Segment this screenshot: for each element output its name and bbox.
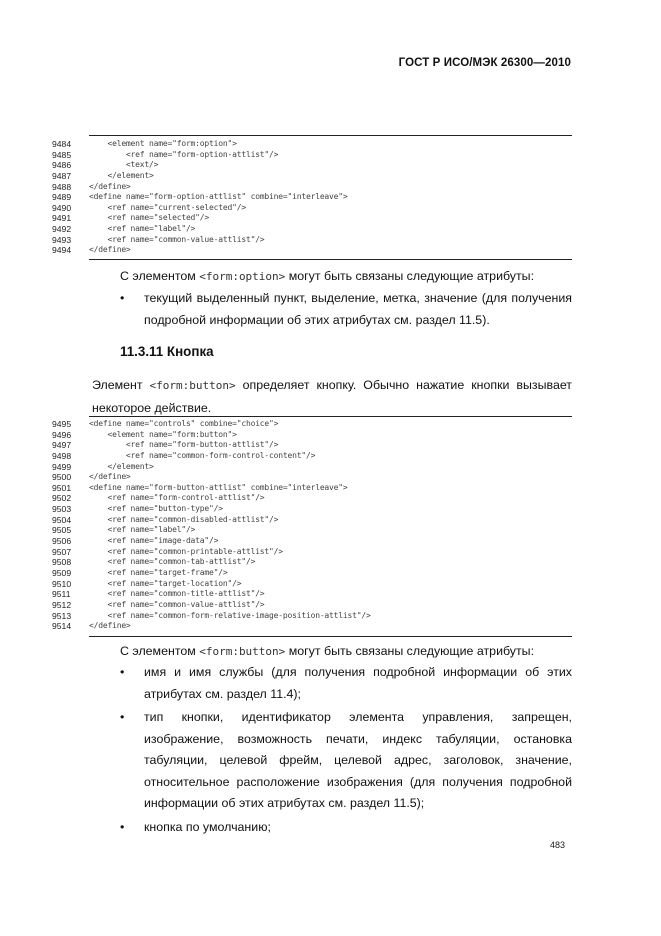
code-line (0, 621, 661, 632)
code-text: <element name="form:option"> (89, 139, 237, 148)
code-line (0, 462, 661, 473)
code-line (0, 504, 661, 515)
line-number: 9499 (52, 461, 72, 472)
code-line (0, 213, 661, 224)
paragraph-button-intro: Элемент <form:button> определяет кнопку. Обычно нажатие кнопки вызывает некоторое действие. (92, 378, 572, 415)
list-item (120, 817, 572, 839)
code-block-2 (0, 419, 661, 632)
code-text: </define> (89, 621, 131, 631)
code-text: </element> (89, 461, 154, 471)
line-number: 9501 (52, 482, 72, 493)
line-number: 9508 (52, 557, 72, 568)
code-text: <define name="controls" combine="choice"> (89, 419, 279, 428)
line-number: 9511 (52, 589, 71, 600)
list-item (120, 662, 572, 705)
line-number: 9504 (52, 514, 72, 525)
line-number: 9514 (52, 621, 72, 632)
list-item (120, 707, 572, 815)
code-block-2-bottom-rule (89, 636, 572, 637)
line-number: 9484 (52, 139, 72, 149)
code-text: <ref name="form-button-attlist"/> (89, 440, 279, 450)
code-text: <ref name="form-option-attlist"/> (89, 149, 279, 159)
code-text: </define> (89, 245, 131, 255)
code-text: </element> (89, 170, 154, 180)
line-number: 9487 (52, 170, 72, 181)
line-number: 9510 (52, 578, 72, 589)
line-number: 9494 (52, 245, 72, 256)
code-text: <ref name="common-value-attlist"/> (89, 599, 265, 609)
code-text: <ref name="selected"/> (89, 213, 210, 223)
list-item-text: кнопка по умолчанию; (144, 819, 271, 834)
list-item-text: имя и имя службы (для получения подробной информации об этих атрибутах см. раздел 11.4); (144, 665, 572, 701)
code-text: <ref name="common-tab-attlist"/> (89, 557, 256, 567)
code-text: <ref name="common-disabled-attlist"/> (89, 514, 279, 524)
code-text: <ref name="button-type"/> (89, 504, 223, 514)
code-line (0, 245, 661, 256)
line-number: 9503 (52, 504, 72, 515)
code-line (0, 440, 661, 451)
code-line (0, 600, 661, 611)
code-text: <define name="form-option-attlist" combine="interleave"> (89, 192, 348, 202)
code-text: </define> (89, 472, 131, 482)
line-number: 9509 (52, 567, 72, 578)
code-text: <ref name="current-selected"/> (89, 202, 246, 212)
code-line (0, 182, 661, 193)
code-line (0, 160, 661, 171)
line-number: 9493 (52, 234, 72, 245)
line-number: 9506 (52, 536, 72, 547)
line-number: 9507 (52, 546, 72, 557)
line-number: 9491 (52, 213, 72, 224)
bullet-icon: • (120, 819, 125, 834)
code-line (0, 525, 661, 536)
line-number: 9512 (52, 599, 72, 610)
code-text: <ref name="label"/> (89, 224, 196, 234)
line-number: 9513 (52, 610, 72, 621)
code-text: <ref name="common-value-attlist"/> (89, 234, 265, 244)
section-heading: 11.3.11 Кнопка (120, 344, 214, 359)
line-number: 9490 (52, 202, 72, 213)
code-line (0, 493, 661, 504)
code-line (0, 224, 661, 235)
bullet-icon: • (120, 710, 125, 724)
code-line (0, 203, 661, 214)
line-number: 9505 (52, 525, 72, 536)
code-line (0, 451, 661, 462)
line-number: 9496 (52, 429, 72, 440)
document-header-title: ГОСТ Р ИСО/МЭК 26300—2010 (398, 57, 571, 69)
code-text: <ref name="target-location"/> (89, 578, 242, 588)
line-number: 9495 (52, 419, 72, 429)
code-line (0, 536, 661, 547)
line-number: 9497 (52, 440, 72, 451)
code-block-1-top-rule (89, 135, 572, 136)
code-line (0, 515, 661, 526)
list-item (120, 288, 572, 331)
line-number: 9486 (52, 160, 72, 171)
code-line (0, 611, 661, 622)
code-text: <ref name="form-control-attlist"/> (89, 493, 265, 503)
code-line (0, 430, 661, 441)
code-block-1 (0, 139, 661, 256)
code-line (0, 139, 661, 150)
page-number: 483 (550, 840, 566, 850)
code-text: <ref name="common-form-relative-image-position-attlist"/> (89, 610, 371, 620)
bullet-icon: • (120, 665, 125, 679)
list-item-text: тип кнопки, идентификатор элемента управления, запрещен, изображение, возможность печати, индекс табуляции, остановка табуляции, целевой фрейм, целевой адрес, заголовок, значение, относительное расположение изображения (для получения подробной информации об этих атрибутах см. раздел 11.5); (144, 710, 572, 810)
code-line (0, 150, 661, 161)
code-block-2-top-rule (89, 416, 572, 417)
code-line (0, 419, 661, 430)
paragraph-option-attributes: С элементом <form:option> могут быть связаны следующие атрибуты: (120, 269, 535, 283)
code-text: <ref name="common-printable-attlist"/> (89, 546, 283, 556)
code-block-1-bottom-rule (89, 259, 572, 260)
code-text: <ref name="target-frame"/> (89, 567, 228, 577)
code-text: <ref name="image-data"/> (89, 536, 219, 546)
code-line (0, 192, 661, 203)
code-line (0, 568, 661, 579)
line-number: 9502 (52, 493, 72, 504)
code-text: <define name="form-button-attlist" combine="interleave"> (89, 482, 348, 492)
code-line (0, 472, 661, 483)
code-text: <ref name="common-form-control-content"/> (89, 450, 316, 460)
code-text: <element name="form:button"> (89, 429, 237, 439)
code-text: </define> (89, 181, 131, 191)
code-text: <ref name="common-title-attlist"/> (89, 589, 265, 599)
bullet-icon: • (120, 291, 125, 305)
line-number: 9485 (52, 149, 72, 160)
line-number: 9492 (52, 224, 72, 235)
code-text: <text/> (89, 160, 159, 170)
code-line (0, 557, 661, 568)
option-attributes-list (120, 288, 572, 333)
line-number: 9498 (52, 450, 72, 461)
code-line (0, 483, 661, 494)
paragraph-button-attributes: С элементом <form:button> могут быть связаны следующие атрибуты: (120, 644, 535, 658)
code-line (0, 171, 661, 182)
code-line (0, 579, 661, 590)
code-text: <ref name="label"/> (89, 525, 196, 535)
code-line (0, 547, 661, 558)
list-item-text: текущий выделенный пункт, выделение, метка, значение (для получения подробной информации об этих атрибутах см. раздел 11.5). (144, 291, 572, 327)
line-number: 9489 (52, 192, 72, 203)
code-line (0, 235, 661, 246)
button-attributes-list (120, 662, 572, 840)
line-number: 9500 (52, 472, 72, 483)
code-line (0, 589, 661, 600)
line-number: 9488 (52, 181, 72, 192)
